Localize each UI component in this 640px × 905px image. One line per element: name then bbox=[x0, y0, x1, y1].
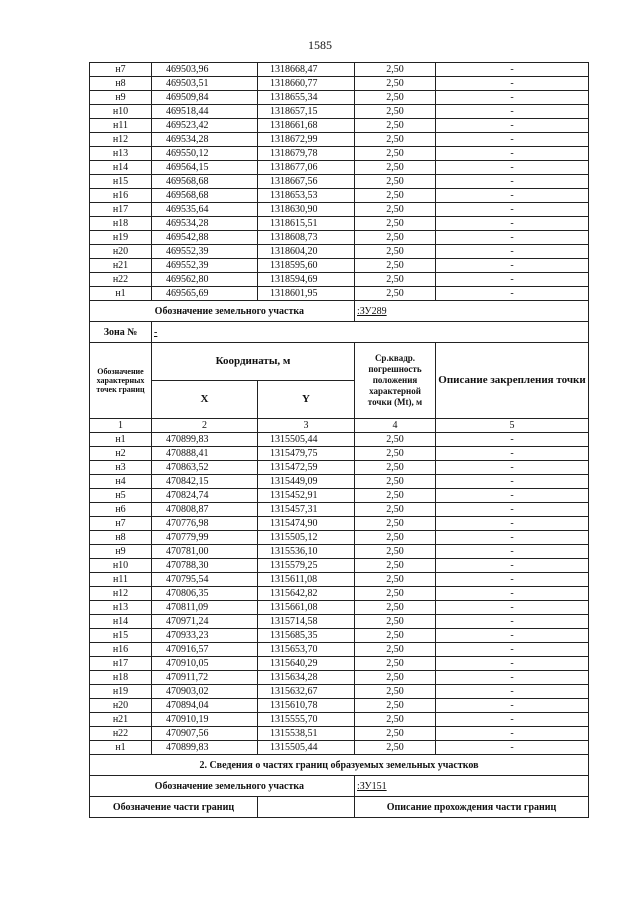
x-cell: 469503,96 bbox=[152, 63, 258, 77]
fixing-cell: - bbox=[436, 615, 589, 629]
fixing-cell: - bbox=[436, 433, 589, 447]
table-row bbox=[90, 91, 589, 105]
coordinates-table bbox=[89, 62, 589, 818]
point-cell: н19 bbox=[90, 231, 152, 245]
y-cell: 1315472,59 bbox=[258, 461, 355, 475]
accuracy-cell: 2,50 bbox=[355, 629, 436, 643]
fixing-cell: - bbox=[436, 161, 589, 175]
table-row bbox=[90, 447, 589, 461]
x-cell: 470824,74 bbox=[152, 489, 258, 503]
x-cell: 470910,19 bbox=[152, 713, 258, 727]
table-row bbox=[90, 189, 589, 203]
col-number-5: 5 bbox=[436, 419, 589, 433]
accuracy-cell: 2,50 bbox=[355, 91, 436, 105]
x-cell: 470808,87 bbox=[152, 503, 258, 517]
y-cell: 1315610,78 bbox=[258, 699, 355, 713]
fixing-cell: - bbox=[436, 259, 589, 273]
fixing-cell: - bbox=[436, 657, 589, 671]
x-cell: 469552,39 bbox=[152, 259, 258, 273]
x-cell: 470811,09 bbox=[152, 601, 258, 615]
y-cell: 1318668,47 bbox=[258, 63, 355, 77]
point-cell: н13 bbox=[90, 147, 152, 161]
y-cell: 1318604,20 bbox=[258, 245, 355, 259]
accuracy-cell: 2,50 bbox=[355, 203, 436, 217]
fixing-cell: - bbox=[436, 189, 589, 203]
table-row bbox=[90, 559, 589, 573]
accuracy-cell: 2,50 bbox=[355, 161, 436, 175]
point-cell: н15 bbox=[90, 629, 152, 643]
y-cell: 1315653,70 bbox=[258, 643, 355, 657]
accuracy-cell: 2,50 bbox=[355, 175, 436, 189]
parcel2-row bbox=[90, 776, 589, 797]
table-row bbox=[90, 489, 589, 503]
point-cell: н20 bbox=[90, 245, 152, 259]
x-cell: 470933,23 bbox=[152, 629, 258, 643]
x-cell: 469535,64 bbox=[152, 203, 258, 217]
accuracy-cell: 2,50 bbox=[355, 503, 436, 517]
x-cell: 469562,80 bbox=[152, 273, 258, 287]
fixing-cell: - bbox=[436, 685, 589, 699]
point-designation-header: Обозначение характерных точек границ bbox=[90, 343, 152, 419]
table-row bbox=[90, 133, 589, 147]
y-cell: 1318679,78 bbox=[258, 147, 355, 161]
y-cell: 1315642,82 bbox=[258, 587, 355, 601]
fixing-cell: - bbox=[436, 713, 589, 727]
point-cell: н16 bbox=[90, 189, 152, 203]
y-cell: 1315634,28 bbox=[258, 671, 355, 685]
col-number-4: 4 bbox=[355, 419, 436, 433]
table-row bbox=[90, 741, 589, 755]
y-cell: 1315538,51 bbox=[258, 727, 355, 741]
y-cell: 1318672,99 bbox=[258, 133, 355, 147]
part-value bbox=[258, 797, 355, 818]
point-cell: н21 bbox=[90, 259, 152, 273]
table-row bbox=[90, 287, 589, 301]
fixing-cell: - bbox=[436, 699, 589, 713]
y-cell: 1315611,08 bbox=[258, 573, 355, 587]
table-row bbox=[90, 175, 589, 189]
x-cell: 469523,42 bbox=[152, 119, 258, 133]
point-cell: н19 bbox=[90, 685, 152, 699]
table-row bbox=[90, 531, 589, 545]
x-cell: 469568,68 bbox=[152, 175, 258, 189]
accuracy-cell: 2,50 bbox=[355, 517, 436, 531]
point-cell: н7 bbox=[90, 63, 152, 77]
table-row bbox=[90, 231, 589, 245]
y-cell: 1315632,67 bbox=[258, 685, 355, 699]
table-row bbox=[90, 433, 589, 447]
point-cell: н10 bbox=[90, 105, 152, 119]
section2-title: 2. Сведения о частях границ образуемых земельных участков bbox=[90, 755, 589, 776]
point-cell: н2 bbox=[90, 447, 152, 461]
point-cell: н4 bbox=[90, 475, 152, 489]
point-cell: н6 bbox=[90, 503, 152, 517]
x-cell: 469552,39 bbox=[152, 245, 258, 259]
x-cell: 469564,15 bbox=[152, 161, 258, 175]
y-cell: 1315474,90 bbox=[258, 517, 355, 531]
table-row bbox=[90, 517, 589, 531]
x-cell: 470888,41 bbox=[152, 447, 258, 461]
accuracy-cell: 2,50 bbox=[355, 699, 436, 713]
table-row bbox=[90, 545, 589, 559]
fixing-cell: - bbox=[436, 175, 589, 189]
table-row bbox=[90, 727, 589, 741]
y-cell: 1315536,10 bbox=[258, 545, 355, 559]
point-cell: н1 bbox=[90, 287, 152, 301]
point-cell: н14 bbox=[90, 615, 152, 629]
fixing-cell: - bbox=[436, 287, 589, 301]
parcel1-row bbox=[90, 301, 589, 322]
point-cell: н11 bbox=[90, 119, 152, 133]
y-cell: 1315505,44 bbox=[258, 433, 355, 447]
point-cell: н3 bbox=[90, 461, 152, 475]
fixing-cell: - bbox=[436, 119, 589, 133]
y-cell: 1318677,06 bbox=[258, 161, 355, 175]
x-cell: 469550,12 bbox=[152, 147, 258, 161]
point-cell: н12 bbox=[90, 133, 152, 147]
y-cell: 1315685,35 bbox=[258, 629, 355, 643]
point-cell: н13 bbox=[90, 601, 152, 615]
fixing-cell: - bbox=[436, 643, 589, 657]
table-row bbox=[90, 161, 589, 175]
parcel1-label: Обозначение земельного участка bbox=[90, 301, 355, 322]
section2 bbox=[90, 755, 589, 818]
x-cell: 470779,99 bbox=[152, 531, 258, 545]
point-cell: н22 bbox=[90, 727, 152, 741]
fixing-cell: - bbox=[436, 77, 589, 91]
point-cell: н10 bbox=[90, 559, 152, 573]
x-cell: 470916,57 bbox=[152, 643, 258, 657]
point-cell: н1 bbox=[90, 433, 152, 447]
x-cell: 470806,35 bbox=[152, 587, 258, 601]
fixing-cell: - bbox=[436, 517, 589, 531]
y-cell: 1315661,08 bbox=[258, 601, 355, 615]
accuracy-cell: 2,50 bbox=[355, 147, 436, 161]
accuracy-cell: 2,50 bbox=[355, 119, 436, 133]
table2-body bbox=[90, 433, 589, 755]
accuracy-cell: 2,50 bbox=[355, 573, 436, 587]
y-cell: 1318608,73 bbox=[258, 231, 355, 245]
fixing-cell: - bbox=[436, 447, 589, 461]
accuracy-cell: 2,50 bbox=[355, 433, 436, 447]
accuracy-cell: 2,50 bbox=[355, 685, 436, 699]
table-row bbox=[90, 147, 589, 161]
col-number-3: 3 bbox=[258, 419, 355, 433]
fixing-cell: - bbox=[436, 231, 589, 245]
point-cell: н14 bbox=[90, 161, 152, 175]
y-cell: 1318667,56 bbox=[258, 175, 355, 189]
point-cell: н5 bbox=[90, 489, 152, 503]
x-cell: 470795,54 bbox=[152, 573, 258, 587]
x-cell: 469542,88 bbox=[152, 231, 258, 245]
y-cell: 1318595,60 bbox=[258, 259, 355, 273]
fixing-cell: - bbox=[436, 461, 589, 475]
point-cell: н18 bbox=[90, 217, 152, 231]
accuracy-cell: 2,50 bbox=[355, 587, 436, 601]
accuracy-cell: 2,50 bbox=[355, 615, 436, 629]
point-cell: н17 bbox=[90, 203, 152, 217]
table-row bbox=[90, 699, 589, 713]
point-cell: н8 bbox=[90, 77, 152, 91]
y-cell: 1318630,90 bbox=[258, 203, 355, 217]
y-cell: 1318661,68 bbox=[258, 119, 355, 133]
y-cell: 1315452,91 bbox=[258, 489, 355, 503]
table-row bbox=[90, 119, 589, 133]
table-row bbox=[90, 587, 589, 601]
accuracy-cell: 2,50 bbox=[355, 601, 436, 615]
point-cell: н21 bbox=[90, 713, 152, 727]
fixing-cell: - bbox=[436, 545, 589, 559]
accuracy-cell: 2,50 bbox=[355, 713, 436, 727]
x-header: X bbox=[152, 381, 258, 419]
fixing-cell: - bbox=[436, 63, 589, 77]
fixing-cell: - bbox=[436, 671, 589, 685]
table-row bbox=[90, 573, 589, 587]
x-cell: 470781,00 bbox=[152, 545, 258, 559]
x-cell: 469568,68 bbox=[152, 189, 258, 203]
y-cell: 1315479,75 bbox=[258, 447, 355, 461]
point-cell: н12 bbox=[90, 587, 152, 601]
fixing-cell: - bbox=[436, 105, 589, 119]
x-cell: 469509,84 bbox=[152, 91, 258, 105]
accuracy-cell: 2,50 bbox=[355, 273, 436, 287]
table-row bbox=[90, 601, 589, 615]
point-cell: н9 bbox=[90, 545, 152, 559]
fixing-cell: - bbox=[436, 559, 589, 573]
x-cell: 470910,05 bbox=[152, 657, 258, 671]
fixing-cell: - bbox=[436, 629, 589, 643]
accuracy-cell: 2,50 bbox=[355, 741, 436, 755]
x-cell: 470907,56 bbox=[152, 727, 258, 741]
page-number: 1585 bbox=[308, 38, 332, 52]
x-cell: 469534,28 bbox=[152, 217, 258, 231]
fixing-cell: - bbox=[436, 741, 589, 755]
header-row-1 bbox=[90, 343, 589, 381]
x-cell: 469518,44 bbox=[152, 105, 258, 119]
fixing-cell: - bbox=[436, 203, 589, 217]
accuracy-cell: 2,50 bbox=[355, 105, 436, 119]
y-cell: 1318655,34 bbox=[258, 91, 355, 105]
fixing-cell: - bbox=[436, 601, 589, 615]
y-cell: 1318657,15 bbox=[258, 105, 355, 119]
accuracy-header: Ср.квадр. погрешность положения характерной точки (Mt), м bbox=[355, 343, 436, 419]
x-cell: 470776,98 bbox=[152, 517, 258, 531]
accuracy-cell: 2,50 bbox=[355, 217, 436, 231]
fixing-cell: - bbox=[436, 531, 589, 545]
fixing-cell: - bbox=[436, 503, 589, 517]
zone-label: Зона № bbox=[90, 322, 152, 343]
point-cell: н9 bbox=[90, 91, 152, 105]
point-cell: н16 bbox=[90, 643, 152, 657]
table1-body bbox=[90, 63, 589, 301]
accuracy-cell: 2,50 bbox=[355, 287, 436, 301]
y-cell: 1318594,69 bbox=[258, 273, 355, 287]
x-cell: 470894,04 bbox=[152, 699, 258, 713]
coordinates-header: Координаты, м bbox=[152, 343, 355, 381]
x-cell: 470903,02 bbox=[152, 685, 258, 699]
part-row bbox=[90, 797, 589, 818]
x-cell: 470842,15 bbox=[152, 475, 258, 489]
table-row bbox=[90, 671, 589, 685]
accuracy-cell: 2,50 bbox=[355, 245, 436, 259]
fixing-header: Описание закрепления точки bbox=[436, 343, 589, 419]
y-cell: 1318601,95 bbox=[258, 287, 355, 301]
table-row bbox=[90, 629, 589, 643]
parcel2-value: :ЗУ151 bbox=[355, 776, 589, 797]
parcel1-value: :ЗУ289 bbox=[355, 301, 589, 322]
point-cell: н20 bbox=[90, 699, 152, 713]
y-cell: 1315505,44 bbox=[258, 741, 355, 755]
table2-section bbox=[90, 301, 589, 433]
column-number-row bbox=[90, 419, 589, 433]
accuracy-cell: 2,50 bbox=[355, 77, 436, 91]
x-cell: 470788,30 bbox=[152, 559, 258, 573]
table-row bbox=[90, 713, 589, 727]
point-cell: н17 bbox=[90, 657, 152, 671]
accuracy-cell: 2,50 bbox=[355, 189, 436, 203]
col-number-2: 2 bbox=[152, 419, 258, 433]
fixing-cell: - bbox=[436, 217, 589, 231]
accuracy-cell: 2,50 bbox=[355, 231, 436, 245]
fixing-cell: - bbox=[436, 573, 589, 587]
table-row bbox=[90, 475, 589, 489]
zone-value: - bbox=[152, 322, 589, 343]
y-cell: 1315449,09 bbox=[258, 475, 355, 489]
fixing-cell: - bbox=[436, 587, 589, 601]
x-cell: 470899,83 bbox=[152, 433, 258, 447]
accuracy-cell: 2,50 bbox=[355, 489, 436, 503]
accuracy-cell: 2,50 bbox=[355, 133, 436, 147]
section2-title-row bbox=[90, 755, 589, 776]
x-cell: 470971,24 bbox=[152, 615, 258, 629]
table-row bbox=[90, 461, 589, 475]
y-cell: 1315640,29 bbox=[258, 657, 355, 671]
y-cell: 1315457,31 bbox=[258, 503, 355, 517]
x-cell: 469565,69 bbox=[152, 287, 258, 301]
accuracy-cell: 2,50 bbox=[355, 63, 436, 77]
fixing-cell: - bbox=[436, 489, 589, 503]
table-row bbox=[90, 245, 589, 259]
accuracy-cell: 2,50 bbox=[355, 671, 436, 685]
y-cell: 1315579,25 bbox=[258, 559, 355, 573]
fixing-cell: - bbox=[436, 133, 589, 147]
table-row bbox=[90, 643, 589, 657]
accuracy-cell: 2,50 bbox=[355, 461, 436, 475]
x-cell: 470899,83 bbox=[152, 741, 258, 755]
accuracy-cell: 2,50 bbox=[355, 727, 436, 741]
table-row bbox=[90, 105, 589, 119]
y-cell: 1315555,70 bbox=[258, 713, 355, 727]
zone-row bbox=[90, 322, 589, 343]
col-number-1: 1 bbox=[90, 419, 152, 433]
x-cell: 470863,52 bbox=[152, 461, 258, 475]
x-cell: 469503,51 bbox=[152, 77, 258, 91]
table-row bbox=[90, 273, 589, 287]
fixing-cell: - bbox=[436, 727, 589, 741]
y-cell: 1318660,77 bbox=[258, 77, 355, 91]
accuracy-cell: 2,50 bbox=[355, 447, 436, 461]
accuracy-cell: 2,50 bbox=[355, 657, 436, 671]
fixing-cell: - bbox=[436, 273, 589, 287]
table-row bbox=[90, 77, 589, 91]
fixing-cell: - bbox=[436, 475, 589, 489]
description-label: Описание прохождения части границ bbox=[355, 797, 589, 818]
accuracy-cell: 2,50 bbox=[355, 545, 436, 559]
accuracy-cell: 2,50 bbox=[355, 643, 436, 657]
y-cell: 1315505,12 bbox=[258, 531, 355, 545]
table-row bbox=[90, 259, 589, 273]
point-cell: н7 bbox=[90, 517, 152, 531]
accuracy-cell: 2,50 bbox=[355, 475, 436, 489]
accuracy-cell: 2,50 bbox=[355, 259, 436, 273]
point-cell: н8 bbox=[90, 531, 152, 545]
y-cell: 1318653,53 bbox=[258, 189, 355, 203]
table-row bbox=[90, 203, 589, 217]
part-label: Обозначение части границ bbox=[90, 797, 258, 818]
fixing-cell: - bbox=[436, 147, 589, 161]
point-cell: н22 bbox=[90, 273, 152, 287]
y-cell: 1315714,58 bbox=[258, 615, 355, 629]
x-cell: 469534,28 bbox=[152, 133, 258, 147]
accuracy-cell: 2,50 bbox=[355, 559, 436, 573]
fixing-cell: - bbox=[436, 245, 589, 259]
accuracy-cell: 2,50 bbox=[355, 531, 436, 545]
point-cell: н15 bbox=[90, 175, 152, 189]
table-row bbox=[90, 63, 589, 77]
table-row bbox=[90, 503, 589, 517]
x-cell: 470911,72 bbox=[152, 671, 258, 685]
y-header: Y bbox=[258, 381, 355, 419]
point-cell: н18 bbox=[90, 671, 152, 685]
table-row bbox=[90, 217, 589, 231]
table-row bbox=[90, 657, 589, 671]
fixing-cell: - bbox=[436, 91, 589, 105]
point-cell: н1 bbox=[90, 741, 152, 755]
y-cell: 1318615,51 bbox=[258, 217, 355, 231]
table-row bbox=[90, 685, 589, 699]
parcel2-label: Обозначение земельного участка bbox=[90, 776, 355, 797]
point-cell: н11 bbox=[90, 573, 152, 587]
table-row bbox=[90, 615, 589, 629]
